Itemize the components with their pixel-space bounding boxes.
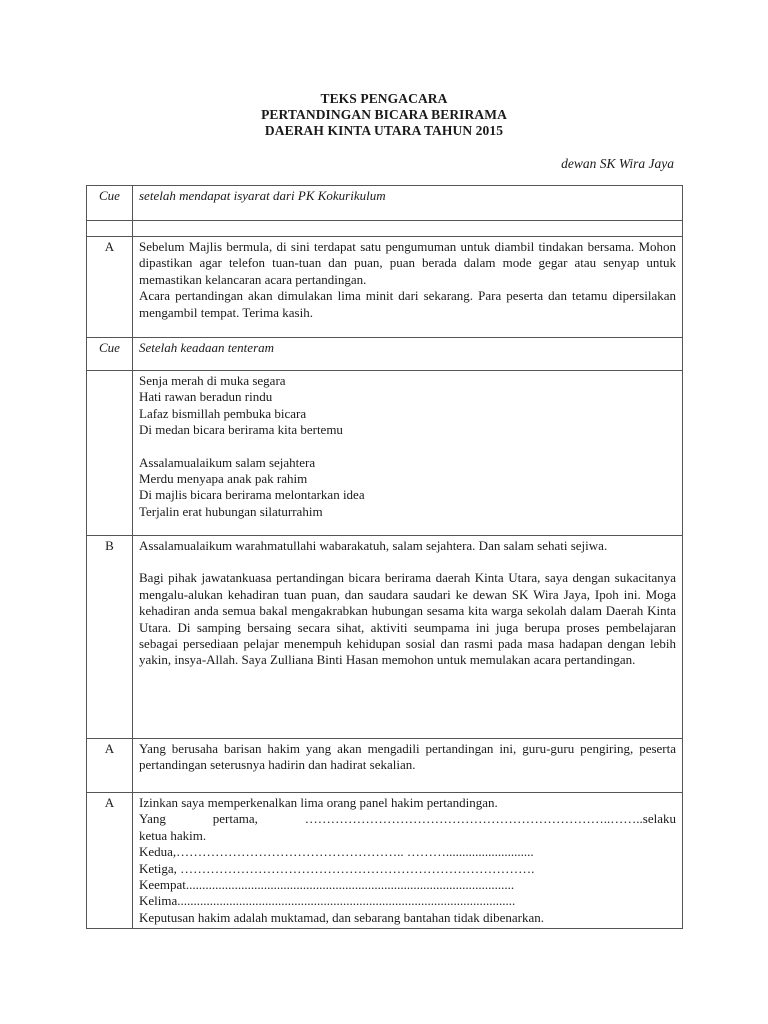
verse-line: Hati rawan beradun rindu [139,389,273,405]
row-label [87,371,133,536]
yang-label: Yang [139,811,166,827]
table-row [87,536,683,739]
table-row [87,739,683,793]
paragraph: Sebelum Majlis bermula, di sini terdapat satu pengumuman untuk diambil tindakan bersama. Mohon dipastikan agar telefon tuan-tuan dan puan, puan berada dalam mode gegar atau senyap untuk memastikan kelancaran acara pertandingan. [139,239,676,287]
paragraph: Keputusan hakim adalah muktamad, dan sebarang bantahan tidak dibenarkan. [139,909,545,925]
table-row [87,237,683,338]
judge-line: Kedua,…………………………………………….. ………........................... [139,844,534,860]
verse-line: Assalamualaikum salam sejahtera [139,454,316,470]
pantun [133,371,683,536]
judge-line: Kelima........................................................................................................ [139,893,516,909]
verse-line: Senja merah di muka segara [139,373,286,388]
table-row [87,221,683,237]
verse-line: Di majlis bicara berirama melontarkan idea [139,487,365,503]
title-line-3: DAERAH KINTA UTARA TAHUN 2015 [264,123,504,138]
paragraph: ketua hakim. [139,827,207,843]
row-text [133,221,683,237]
row-label: A [87,793,133,929]
first-judge-line [139,811,676,827]
row-text [133,237,683,338]
yang-dots: ……………………………………………………………..……..selaku [304,811,676,827]
cue-text: Setelah keadaan tenteram [133,338,683,371]
script-table [86,185,683,929]
row-text [133,536,683,739]
paragraph: Bagi pihak jawatankuasa pertandingan bicara berirama daerah Kinta Utara, saya dengan sukacitanya mengalu-alukan kehadiran tuan puan, dan saudara saudari ke dewan SK Wira Jaya, Ipoh ini. Moga kehadiran anda semua bakal mengakrabkan hubungan sesama kita warga sekolah dalam Daerah Kinta Utara. Di samping bersaing secara sihat, aktiviti seumpama ini juga berupa proses pembelajaran sebagai persediaan pelajar menempuh kehidupan sosial dan rasmi pada masa hadapan dengan lebih yakin, insya-Allah. Saya Zulliana Binti Hasan memohon untuk memulakan acara pertandingan. [139,570,676,668]
verse-line: Di medan bicara berirama kita bertemu [139,422,343,438]
table-row [87,338,683,371]
judge-line: Ketiga, ………………………………………………………………………. [139,860,535,876]
table-row [87,186,683,221]
verse-line: Terjalin erat hubungan silaturrahim [139,503,323,519]
paragraph: Izinkan saya memperkenalkan lima orang panel hakim pertandingan. [139,795,498,810]
title-line-2: PERTANDINGAN BICARA BERIRAMA [261,107,507,122]
paragraph: Acara pertandingan akan dimulakan lima minit dari sekarang. Para peserta dan tetamu dipersilakan mengambil tempat. Terima kasih. [139,288,676,320]
verse-line: Merdu menyapa anak pak rahim [139,471,308,487]
row-label: Cue [87,186,133,221]
yang-word: pertama, [212,811,258,827]
row-label: Cue [87,338,133,371]
verse-line: Lafaz bismillah pembuka bicara [139,405,307,421]
judge-line: Keempat..................................................................................................... [139,877,515,893]
row-label: A [87,237,133,338]
row-label [87,221,133,237]
cue-text: setelah mendapat isyarat dari PK Kokurikulum [133,186,683,221]
row-label: B [87,536,133,739]
judges-intro [133,793,683,929]
row-label: A [87,739,133,793]
title-line-1: TEKS PENGACARA [320,91,448,106]
venue-line: dewan SK Wira Jaya [561,156,674,171]
paragraph: Assalamualaikum warahmatullahi wabarakatuh, salam sejahtera. Dan salam sehati sejiwa. [139,538,608,553]
table-row [87,793,683,929]
table-row [87,371,683,536]
row-text: Yang berusaha barisan hakim yang akan mengadili pertandingan ini, guru-guru pengiring, peserta pertandingan seterusnya hadirin dan hadirat sekalian. [133,739,683,793]
